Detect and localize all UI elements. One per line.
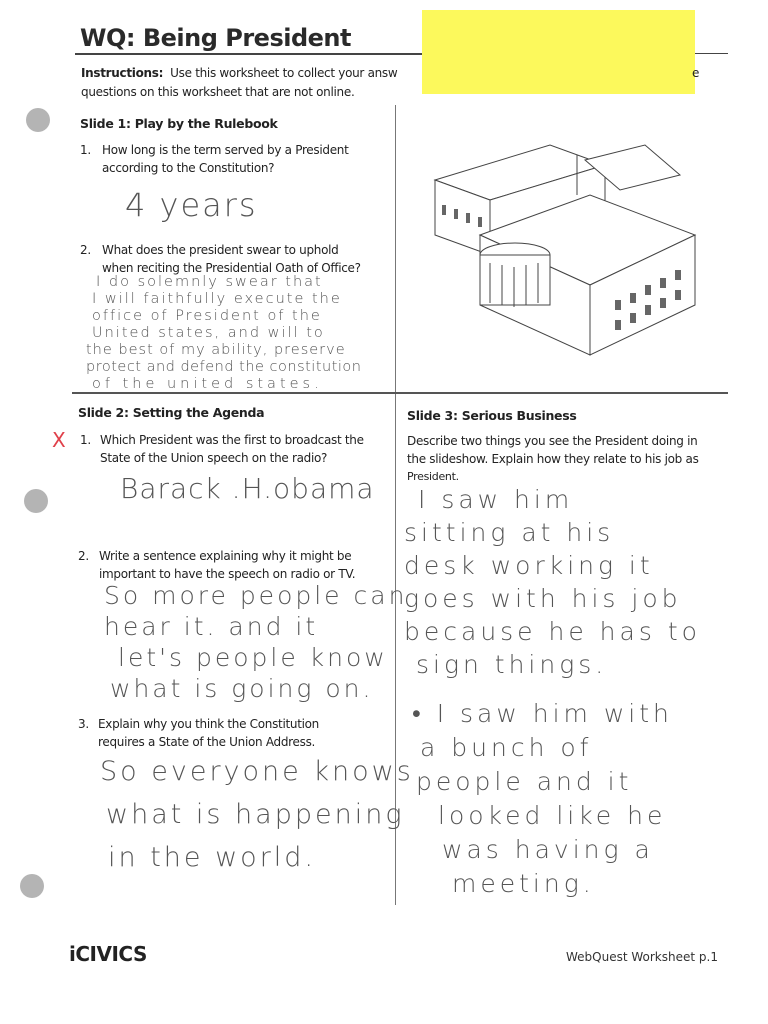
binder-hole <box>24 489 48 513</box>
instructions-line1-end: e <box>692 66 700 80</box>
slide2-question2: Write a sentence explaining why it might be important to have the speech on radio or TV. <box>99 549 356 581</box>
slide3-description: Describe two things you see the President doing in the slideshow. Explain how they relate to his job as President. <box>407 434 699 483</box>
slide2-answer2: So more people can hear it. and it let's people know what is going on. <box>104 581 408 703</box>
binder-hole <box>26 108 50 132</box>
slide2-question1: Which President was the first to broadcast the State of the Union speech on the radio? <box>100 433 364 465</box>
incorrect-mark: X <box>52 428 66 452</box>
q-number: 1. <box>80 433 91 447</box>
page-label: WebQuest Worksheet p.1 <box>566 950 718 964</box>
slide2-heading: Slide 2: Setting the Agenda <box>78 405 265 420</box>
slide3-heading: Slide 3: Serious Business <box>407 408 577 423</box>
q-number: 1. <box>80 143 91 157</box>
white-house-illustration <box>430 135 702 360</box>
slide1-answer2: I do solemnly swear that I will faithfully execute the office of President of the United states, and will to the best of my ability, preserve protect and defend the constitution of the united states. <box>86 274 362 392</box>
title-underline-end <box>695 53 728 54</box>
binder-hole <box>20 874 44 898</box>
slide3-answer1: I saw him sitting at his desk working it goes with his job because he has to sign things. <box>404 485 701 679</box>
slide1-question2: What does the president swear to uphold when reciting the Presidential Oath of Office? <box>102 243 361 275</box>
slide3-answer2: • I saw him with a bunch of people and it looked like he was having a meeting. <box>412 699 673 898</box>
instructions-line2: questions on this worksheet that are not online. <box>81 85 355 99</box>
slide2-question3: Explain why you think the Constitution requires a State of the Union Address. <box>98 717 319 749</box>
q-number: 2. <box>80 243 91 257</box>
icivics-logo: iCIVICS <box>69 942 147 966</box>
slide2-answer1: Barack .H.obama <box>120 472 375 505</box>
title-underline <box>75 53 422 55</box>
slide1-question1: How long is the term served by a President according to the Constitution? <box>102 143 349 175</box>
redaction-highlight <box>422 10 695 94</box>
slide1-answer1: 4 years <box>125 186 258 224</box>
q-number: 3. <box>78 717 89 731</box>
page-title: WQ: Being President <box>80 24 351 52</box>
slide2-answer3: So everyone knows what is happening in the world. <box>100 756 414 873</box>
q-number: 2. <box>78 549 89 563</box>
instructions-line1: Instructions: Use this worksheet to collect your answ <box>81 66 398 80</box>
slide1-heading: Slide 1: Play by the Rulebook <box>80 116 278 131</box>
